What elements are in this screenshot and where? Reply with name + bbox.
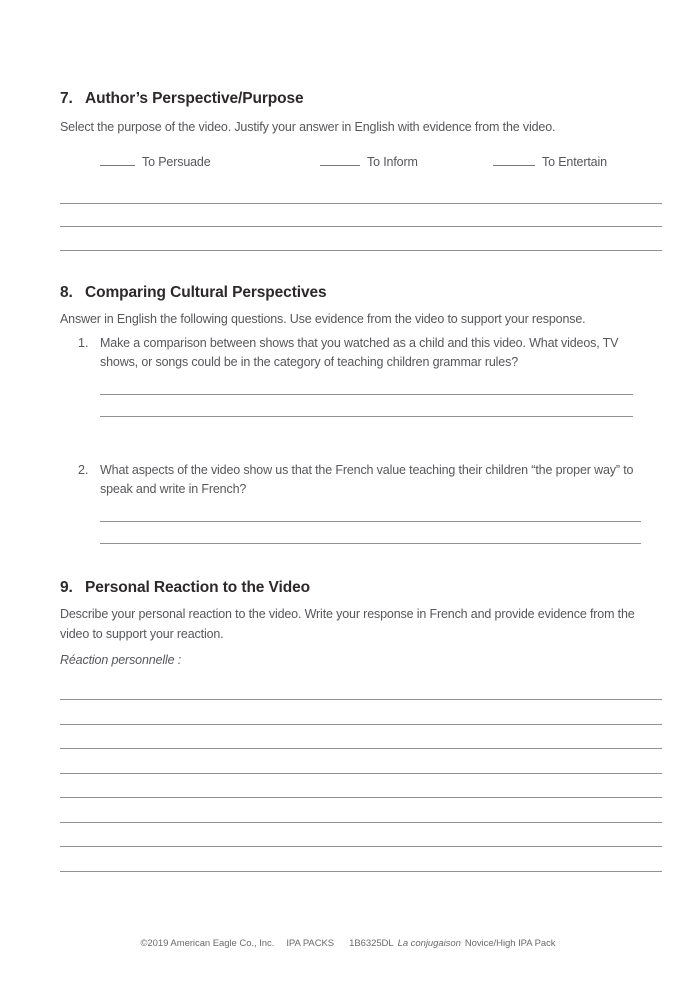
answer-line xyxy=(100,499,641,522)
section-7-title-text: Author’s Perspective/Purpose xyxy=(85,90,304,107)
answer-line xyxy=(60,823,662,848)
answer-line xyxy=(60,180,662,204)
section-8-heading xyxy=(60,283,662,302)
question-2-number: 2. xyxy=(78,463,89,477)
question-2-answer-lines xyxy=(100,499,641,544)
section-8-instructions: Answer in English the following questions. Use evidence from the video to support your response. xyxy=(60,312,586,326)
answer-blank xyxy=(493,153,535,166)
answer-line xyxy=(60,847,662,872)
answer-line xyxy=(100,522,641,545)
footer-pack-level: Novice/High IPA Pack xyxy=(464,938,556,949)
worksheet-content xyxy=(60,0,662,872)
section-9-number: 9. xyxy=(60,579,73,596)
option-to-entertain xyxy=(493,153,607,169)
footer-product-name: IPA PACKS xyxy=(286,938,335,949)
option-to-inform xyxy=(320,153,418,169)
question-1-number: 1. xyxy=(78,336,89,350)
section-7-answer-lines xyxy=(60,180,662,251)
page-footer xyxy=(0,938,696,949)
section-8-number: 8. xyxy=(60,284,73,301)
answer-line xyxy=(60,227,662,251)
footer-resource-title: La conjugaison xyxy=(397,938,461,949)
question-1-text: Make a comparison between shows that you watched as a child and this video. What videos, TV shows, or songs could be in the category of teaching children grammar rules? xyxy=(100,336,619,369)
answer-line xyxy=(60,749,662,774)
question-2-text: What aspects of the video show us that the French value teaching their children “the proper way” to speak and write in French? xyxy=(100,463,634,496)
option-label: To Inform xyxy=(367,155,418,169)
section-9-heading xyxy=(60,578,662,597)
answer-line xyxy=(60,204,662,228)
answer-blank xyxy=(100,153,135,166)
section-comparing-cultural-perspectives xyxy=(60,283,662,544)
answer-line xyxy=(60,798,662,823)
section-9-instructions: Describe your personal reaction to the video. Write your response in French and provide evidence from the video to support your reaction. xyxy=(60,607,635,641)
option-label: To Persuade xyxy=(142,155,211,169)
section-7-number: 7. xyxy=(60,90,73,107)
option-label: To Entertain xyxy=(542,155,607,169)
section-authors-perspective xyxy=(60,89,662,251)
answer-line xyxy=(100,395,633,418)
section-7-heading xyxy=(60,89,662,108)
answer-blank xyxy=(320,153,360,166)
question-1 xyxy=(60,334,662,372)
reaction-prompt-label: Réaction personnelle : xyxy=(60,653,182,667)
question-1-answer-lines xyxy=(100,372,633,417)
footer-copyright: ©2019 American Eagle Co., Inc. xyxy=(140,938,275,949)
footer-item-code: 1B6325DL xyxy=(349,938,394,949)
answer-line xyxy=(60,700,662,725)
answer-line xyxy=(100,372,633,395)
answer-line xyxy=(60,774,662,799)
section-9-title-text: Personal Reaction to the Video xyxy=(85,579,310,596)
answer-line xyxy=(60,676,662,701)
section-7-instructions: Select the purpose of the video. Justify your answer in English with evidence from the video. xyxy=(60,120,556,134)
option-to-persuade xyxy=(100,153,211,169)
question-2 xyxy=(60,461,662,499)
purpose-options-row xyxy=(60,153,662,173)
section-9-answer-lines xyxy=(60,676,662,872)
section-personal-reaction xyxy=(60,578,662,872)
answer-line xyxy=(60,725,662,750)
section-8-title-text: Comparing Cultural Perspectives xyxy=(85,284,327,301)
